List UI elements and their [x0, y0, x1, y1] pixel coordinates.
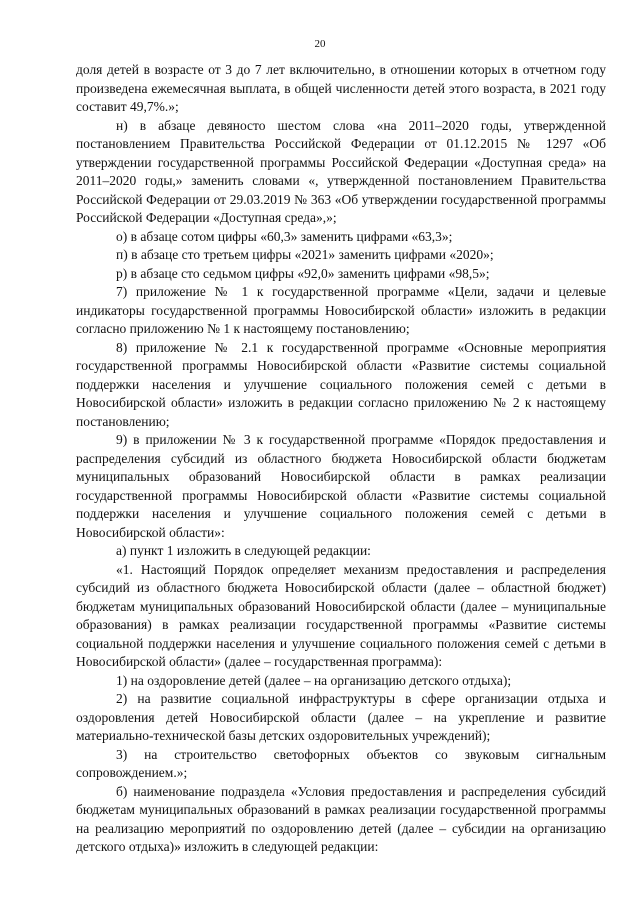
document-body — [76, 61, 606, 857]
paragraph: 8) приложение № 2.1 к государственной программе «Основные мероприятия государственной программы Новосибирской области «Развитие системы социальной поддержки населения и улучшение социального положения семей с детьми в Новосибирской области» изложить в редакции согласно приложению № 2 к настоящему постановлению; — [76, 339, 606, 429]
paragraph: а) пункт 1 изложить в следующей редакции: — [116, 543, 371, 558]
paragraph: р) в абзаце сто седьмом цифры «92,0» заменить цифрами «98,5»; — [116, 265, 490, 281]
paragraph: 3) на строительство светофорных объектов со звуковым сигнальным сопровождением.»; — [76, 746, 606, 780]
page-number: 20 — [314, 38, 326, 50]
paragraph: б) наименование подраздела «Условия предоставления и распределения субсидий бюджетам муниципальных образований в рамках реализации государственной программы на реализацию мероприятий по оздоровлению детей (далее – субсидии на организацию детского отдыха)» изложить в следующей редакции: — [76, 783, 606, 854]
paragraph: 2) на развитие социальной инфраструктуры в сфере организации отдыха и оздоровления детей Новосибирской области (далее – на укрепление и развитие материально-технической базы детских оздоровительных учреждений); — [76, 691, 606, 743]
paragraph: «1. Настоящий Порядок определяет механизм предоставления и распределения субсидий из областного бюджета Новосибирской области (далее – областной бюджет) бюджетам муниципальных образований Новосибирской области (далее – муниципальные образования) в рамках реализации государственной программы «Развитие системы социальной поддержки населения и улучшение социального положения семей с детьми в Новосибирской области» (далее – государственная программа): — [76, 561, 606, 669]
paragraph: п) в абзаце сто третьем цифры «2021» заменить цифрами «2020»; — [116, 247, 494, 262]
paragraph: о) в абзаце сотом цифры «60,3» заменить цифрами «63,3»; — [116, 228, 453, 244]
paragraph: 7) приложение № 1 к государственной программе «Цели, задачи и целевые индикаторы государственной программы Новосибирской области» изложить в редакции согласно приложению № 1 к настоящему постановлению; — [76, 284, 606, 336]
paragraph: н) в абзаце девяносто шестом слова «на 2011–2020 годы, утвержденной постановлением Правительства Российской Федерации от 01.12.2015 № 1297 «Об утверждении государственной программы Российской Федерации «Доступная среда» на 2011–2020 годы,» заменить словами «, утвержденной постановлением Правительства Российской Федерации от 29.03.2019 № 363 «Об утверждении государственной программы Российской Федерации «Доступная среда»,»; — [76, 117, 606, 225]
paragraph: доля детей в возрасте от 3 до 7 лет включительно, в отношении которых в отчетном году произведена ежемесячная выплата, в общей численности детей этого возраста, в 2021 году составит 49,7%.»; — [76, 62, 606, 114]
paragraph: 1) на оздоровление детей (далее – на организацию детского отдыха); — [116, 672, 512, 688]
paragraph: 9) в приложении № 3 к государственной программе «Порядок предоставления и распределения субсидий из областного бюджета Новосибирской области бюджетам муниципальных образований Новосибирской области в рамках реализации государственной программы Новосибирской области «Развитие системы социальной поддержки населения и улучшение социального положения семей с детьми в Новосибирской области»: — [76, 432, 606, 540]
